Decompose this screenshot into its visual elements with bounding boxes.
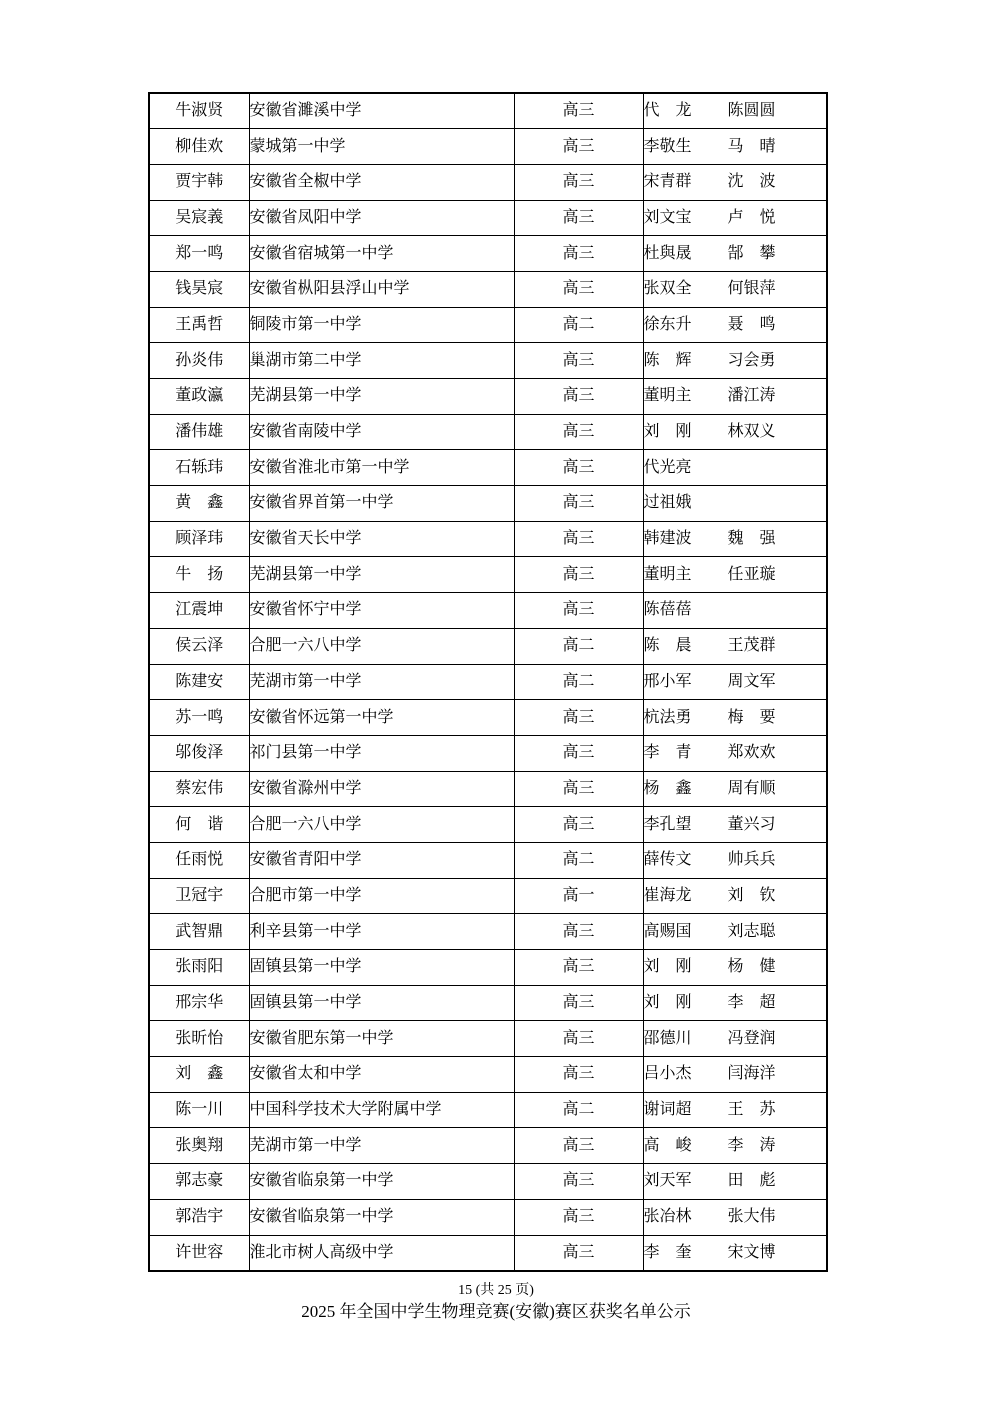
student-name-cell: 卫冠宇 xyxy=(149,878,249,914)
teacher-1: 吕小杰 xyxy=(643,1065,692,1083)
student-name-cell: 张奥翔 xyxy=(149,1128,249,1164)
grade-cell: 高二 xyxy=(514,664,643,700)
teacher-2: 宋文博 xyxy=(727,1243,776,1261)
table-row xyxy=(149,1021,827,1057)
grade-cell: 高三 xyxy=(514,1164,643,1200)
table-row xyxy=(149,1199,827,1235)
teachers-cell xyxy=(643,521,827,557)
teacher-1: 杜與晟 xyxy=(643,244,692,262)
teacher-1: 代 龙 xyxy=(643,102,692,120)
teachers-cell xyxy=(643,735,827,771)
teachers-cell xyxy=(643,593,827,629)
student-name-cell: 孙炎伟 xyxy=(149,343,249,379)
school-cell: 安徽省天长中学 xyxy=(249,521,514,557)
teacher-1: 高 峻 xyxy=(643,1136,692,1154)
student-name-cell: 牛淑贤 xyxy=(149,93,249,129)
teacher-1: 陈蓓蓓 xyxy=(643,601,692,619)
teachers-cell xyxy=(643,129,827,165)
table-row xyxy=(149,200,827,236)
school-cell: 蒙城第一中学 xyxy=(249,129,514,165)
table-row xyxy=(149,343,827,379)
teachers-cell xyxy=(643,628,827,664)
school-cell: 安徽省濉溪中学 xyxy=(249,93,514,129)
teacher-1: 张双全 xyxy=(643,280,692,298)
teachers-cell xyxy=(643,914,827,950)
table-row xyxy=(149,985,827,1021)
grade-cell: 高三 xyxy=(514,236,643,272)
teachers-cell xyxy=(643,557,827,593)
school-cell: 安徽省滁州中学 xyxy=(249,771,514,807)
student-name-cell: 董政瀛 xyxy=(149,379,249,415)
table-row xyxy=(149,628,827,664)
grade-cell: 高三 xyxy=(514,807,643,843)
school-cell: 安徽省界首第一中学 xyxy=(249,486,514,522)
teachers-cell xyxy=(643,985,827,1021)
table-row xyxy=(149,414,827,450)
teachers-cell xyxy=(643,1092,827,1128)
teachers-cell xyxy=(643,878,827,914)
student-name-cell: 潘伟雄 xyxy=(149,414,249,450)
grade-cell: 高三 xyxy=(514,93,643,129)
school-cell: 合肥一六八中学 xyxy=(249,628,514,664)
student-name-cell: 何 谐 xyxy=(149,807,249,843)
grade-cell: 高三 xyxy=(514,1199,643,1235)
teachers-cell xyxy=(643,664,827,700)
teachers-cell xyxy=(643,414,827,450)
teacher-1: 董明主 xyxy=(643,565,692,583)
teacher-1: 崔海龙 xyxy=(643,886,692,904)
teachers-cell xyxy=(643,450,827,486)
table-row xyxy=(149,1235,827,1271)
grade-cell: 高三 xyxy=(514,129,643,165)
document-title: 2025 年全国中学生物理竞赛(安徽)赛区获奖名单公示 xyxy=(301,1302,691,1321)
school-cell: 淮北市树人高级中学 xyxy=(249,1235,514,1271)
grade-cell: 高三 xyxy=(514,1128,643,1164)
student-name-cell: 钱昊宸 xyxy=(149,271,249,307)
teacher-1: 刘 刚 xyxy=(643,994,692,1012)
school-cell: 固镇县第一中学 xyxy=(249,950,514,986)
school-cell: 安徽省怀远第一中学 xyxy=(249,700,514,736)
student-name-cell: 任雨悦 xyxy=(149,842,249,878)
teacher-2: 郑欢欢 xyxy=(727,744,776,762)
school-cell: 芜湖县第一中学 xyxy=(249,379,514,415)
school-cell: 安徽省太和中学 xyxy=(249,1057,514,1093)
student-name-cell: 石轹玮 xyxy=(149,450,249,486)
grade-cell: 高三 xyxy=(514,1235,643,1271)
teacher-2: 任亚璇 xyxy=(727,565,776,583)
teacher-2: 李 涛 xyxy=(727,1136,776,1154)
teachers-cell xyxy=(643,1128,827,1164)
school-cell: 巢湖市第二中学 xyxy=(249,343,514,379)
grade-cell: 高三 xyxy=(514,593,643,629)
school-cell: 芜湖市第一中学 xyxy=(249,664,514,700)
teacher-1: 陈 辉 xyxy=(643,351,692,369)
table-row xyxy=(149,486,827,522)
table-row xyxy=(149,521,827,557)
school-cell: 安徽省青阳中学 xyxy=(249,842,514,878)
table-row xyxy=(149,807,827,843)
teacher-1: 李孔望 xyxy=(643,815,692,833)
teacher-2: 刘志聪 xyxy=(727,922,776,940)
grade-cell: 高三 xyxy=(514,700,643,736)
grade-cell: 高二 xyxy=(514,307,643,343)
grade-cell: 高三 xyxy=(514,1057,643,1093)
teachers-cell xyxy=(643,1164,827,1200)
teachers-cell xyxy=(643,700,827,736)
student-name-cell: 顾泽玮 xyxy=(149,521,249,557)
grade-cell: 高三 xyxy=(514,1021,643,1057)
student-name-cell: 黄 鑫 xyxy=(149,486,249,522)
grade-cell: 高二 xyxy=(514,842,643,878)
teacher-2: 刘 钦 xyxy=(727,886,776,904)
school-cell: 安徽省淮北市第一中学 xyxy=(249,450,514,486)
school-cell: 芜湖县第一中学 xyxy=(249,557,514,593)
table-row xyxy=(149,1164,827,1200)
teacher-2: 何银萍 xyxy=(727,280,776,298)
grade-cell: 高二 xyxy=(514,628,643,664)
student-name-cell: 张昕怡 xyxy=(149,1021,249,1057)
school-cell: 安徽省南陵中学 xyxy=(249,414,514,450)
school-cell: 安徽省枞阳县浮山中学 xyxy=(249,271,514,307)
teacher-2: 王茂群 xyxy=(727,637,776,655)
page-number: 15 (共 25 页) xyxy=(458,1283,534,1298)
teacher-2: 周文军 xyxy=(727,672,776,690)
student-name-cell: 贾宇韩 xyxy=(149,164,249,200)
student-name-cell: 陈建安 xyxy=(149,664,249,700)
student-name-cell: 王禹哲 xyxy=(149,307,249,343)
grade-cell: 高三 xyxy=(514,985,643,1021)
teacher-2: 冯登润 xyxy=(727,1029,776,1047)
student-name-cell: 侯云泽 xyxy=(149,628,249,664)
school-cell: 安徽省临泉第一中学 xyxy=(249,1199,514,1235)
grade-cell: 高三 xyxy=(514,950,643,986)
student-name-cell: 武智鼎 xyxy=(149,914,249,950)
teacher-2: 李 超 xyxy=(727,994,776,1012)
grade-cell: 高三 xyxy=(514,379,643,415)
teacher-1: 刘 刚 xyxy=(643,423,692,441)
student-name-cell: 吴宸義 xyxy=(149,200,249,236)
grade-cell: 高三 xyxy=(514,200,643,236)
table-row xyxy=(149,771,827,807)
teacher-1: 刘天军 xyxy=(643,1172,692,1190)
teachers-cell xyxy=(643,807,827,843)
teacher-2: 马 晴 xyxy=(727,137,776,155)
teacher-1: 徐东升 xyxy=(643,315,692,333)
awards-table xyxy=(148,92,828,1272)
school-cell: 合肥市第一中学 xyxy=(249,878,514,914)
school-cell: 安徽省凤阳中学 xyxy=(249,200,514,236)
table-row xyxy=(149,93,827,129)
table-row xyxy=(149,878,827,914)
table-row xyxy=(149,1057,827,1093)
teacher-2: 聂 鸣 xyxy=(727,315,776,333)
teacher-1: 刘 刚 xyxy=(643,958,692,976)
teacher-2: 田 彪 xyxy=(727,1172,776,1190)
grade-cell: 高一 xyxy=(514,878,643,914)
table-row xyxy=(149,914,827,950)
student-name-cell: 苏一鸣 xyxy=(149,700,249,736)
grade-cell: 高三 xyxy=(514,164,643,200)
student-name-cell: 许世容 xyxy=(149,1235,249,1271)
teacher-1: 邵德川 xyxy=(643,1029,692,1047)
school-cell: 铜陵市第一中学 xyxy=(249,307,514,343)
grade-cell: 高三 xyxy=(514,771,643,807)
teacher-2: 郜 攀 xyxy=(727,244,776,262)
school-cell: 安徽省怀宁中学 xyxy=(249,593,514,629)
teacher-1: 董明主 xyxy=(643,387,692,405)
teacher-1: 邢小军 xyxy=(643,672,692,690)
grade-cell: 高三 xyxy=(514,486,643,522)
teacher-2: 潘江涛 xyxy=(727,387,776,405)
teacher-1: 高赐国 xyxy=(643,922,692,940)
teacher-1: 李 青 xyxy=(643,744,692,762)
grade-cell: 高三 xyxy=(514,557,643,593)
student-name-cell: 邬俊泽 xyxy=(149,735,249,771)
table-row xyxy=(149,842,827,878)
table-row xyxy=(149,700,827,736)
school-cell: 安徽省临泉第一中学 xyxy=(249,1164,514,1200)
teachers-cell xyxy=(643,771,827,807)
grade-cell: 高三 xyxy=(514,521,643,557)
student-name-cell: 牛 扬 xyxy=(149,557,249,593)
teachers-cell xyxy=(643,842,827,878)
teacher-2: 董兴习 xyxy=(727,815,776,833)
teacher-1: 代光亮 xyxy=(643,458,692,476)
student-name-cell: 江震坤 xyxy=(149,593,249,629)
teachers-cell xyxy=(643,93,827,129)
grade-cell: 高三 xyxy=(514,343,643,379)
teacher-1: 刘文宝 xyxy=(643,208,692,226)
teacher-2: 陈圆圆 xyxy=(727,102,776,120)
teacher-1: 宋青群 xyxy=(643,173,692,191)
grade-cell: 高三 xyxy=(514,450,643,486)
table-row xyxy=(149,236,827,272)
grade-cell: 高二 xyxy=(514,1092,643,1128)
table-row xyxy=(149,271,827,307)
table-row xyxy=(149,735,827,771)
school-cell: 合肥一六八中学 xyxy=(249,807,514,843)
teacher-2: 魏 强 xyxy=(727,530,776,548)
table-row xyxy=(149,307,827,343)
teacher-2: 周有顺 xyxy=(727,779,776,797)
teacher-1: 过祖娥 xyxy=(643,494,692,512)
teacher-2: 习会勇 xyxy=(727,351,776,369)
table-row xyxy=(149,664,827,700)
teacher-2: 沈 波 xyxy=(727,173,776,191)
school-cell: 安徽省肥东第一中学 xyxy=(249,1021,514,1057)
teachers-cell xyxy=(643,343,827,379)
teachers-cell xyxy=(643,200,827,236)
grade-cell: 高三 xyxy=(514,414,643,450)
school-cell: 利辛县第一中学 xyxy=(249,914,514,950)
student-name-cell: 柳佳欢 xyxy=(149,129,249,165)
teacher-2: 卢 悦 xyxy=(727,208,776,226)
teachers-cell xyxy=(643,236,827,272)
teacher-1: 谢词超 xyxy=(643,1101,692,1119)
grade-cell: 高三 xyxy=(514,735,643,771)
table-row xyxy=(149,1128,827,1164)
teacher-1: 李 奎 xyxy=(643,1243,692,1261)
teachers-cell xyxy=(643,379,827,415)
school-cell: 祁门县第一中学 xyxy=(249,735,514,771)
teacher-2: 张大伟 xyxy=(727,1208,776,1226)
school-cell: 固镇县第一中学 xyxy=(249,985,514,1021)
school-cell: 安徽省全椒中学 xyxy=(249,164,514,200)
school-cell: 中国科学技术大学附属中学 xyxy=(249,1092,514,1128)
school-cell: 芜湖市第一中学 xyxy=(249,1128,514,1164)
teachers-cell xyxy=(643,307,827,343)
student-name-cell: 刘 鑫 xyxy=(149,1057,249,1093)
teacher-1: 韩建波 xyxy=(643,530,692,548)
teacher-1: 陈 晨 xyxy=(643,637,692,655)
student-name-cell: 郭志豪 xyxy=(149,1164,249,1200)
table-row xyxy=(149,557,827,593)
teacher-2: 帅兵兵 xyxy=(727,851,776,869)
teachers-cell xyxy=(643,164,827,200)
awards-table-body xyxy=(149,93,827,1271)
teacher-2: 梅 要 xyxy=(727,708,776,726)
teachers-cell xyxy=(643,1057,827,1093)
school-cell: 安徽省宿城第一中学 xyxy=(249,236,514,272)
table-row xyxy=(149,950,827,986)
table-row xyxy=(149,593,827,629)
teachers-cell xyxy=(643,950,827,986)
table-row xyxy=(149,129,827,165)
teacher-2: 杨 健 xyxy=(727,958,776,976)
teacher-1: 薛传文 xyxy=(643,851,692,869)
teachers-cell xyxy=(643,271,827,307)
teacher-2: 闫海洋 xyxy=(727,1065,776,1083)
teacher-1: 张冶林 xyxy=(643,1208,692,1226)
teachers-cell xyxy=(643,1235,827,1271)
teachers-cell xyxy=(643,486,827,522)
teacher-2: 林双义 xyxy=(727,423,776,441)
student-name-cell: 陈一川 xyxy=(149,1092,249,1128)
teachers-cell xyxy=(643,1021,827,1057)
table-row xyxy=(149,1092,827,1128)
student-name-cell: 郭浩宇 xyxy=(149,1199,249,1235)
teacher-1: 杨 鑫 xyxy=(643,779,692,797)
table-row xyxy=(149,379,827,415)
teacher-1: 李敬生 xyxy=(643,137,692,155)
student-name-cell: 蔡宏伟 xyxy=(149,771,249,807)
grade-cell: 高三 xyxy=(514,914,643,950)
grade-cell: 高三 xyxy=(514,271,643,307)
student-name-cell: 郑一鸣 xyxy=(149,236,249,272)
table-row xyxy=(149,450,827,486)
teachers-cell xyxy=(643,1199,827,1235)
teacher-2: 王 苏 xyxy=(727,1101,776,1119)
student-name-cell: 邢宗华 xyxy=(149,985,249,1021)
teacher-1: 杭法勇 xyxy=(643,708,692,726)
student-name-cell: 张雨阳 xyxy=(149,950,249,986)
table-row xyxy=(149,164,827,200)
